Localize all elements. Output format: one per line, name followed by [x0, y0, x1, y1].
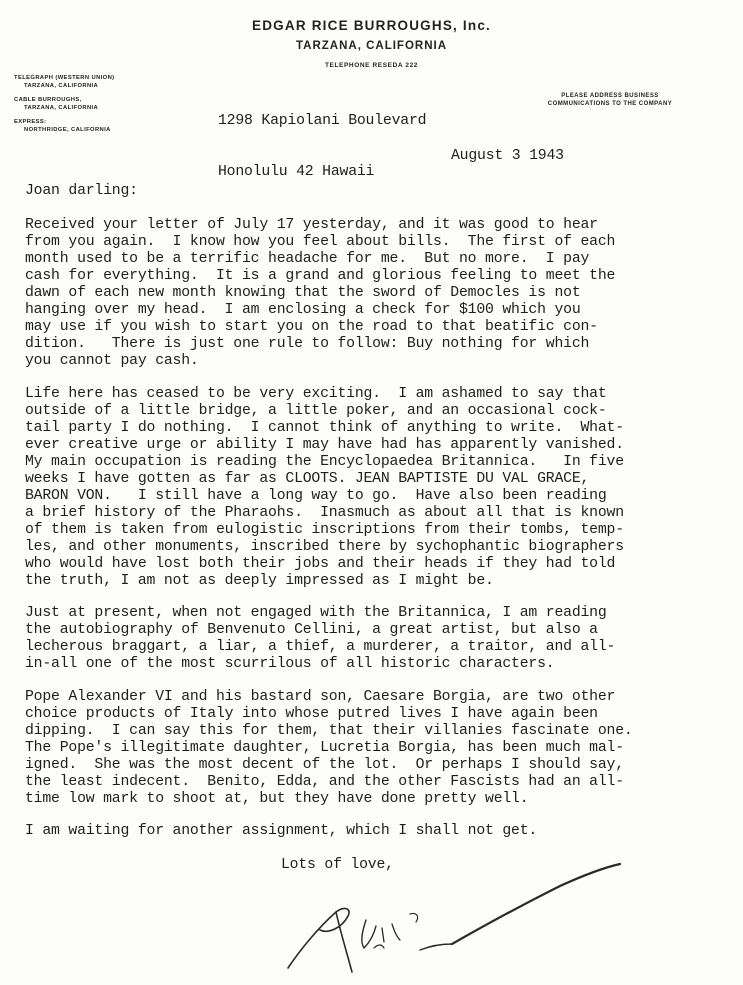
text-line: you cannot pay cash. — [25, 353, 199, 369]
closing: Lots of love, — [281, 857, 394, 873]
text-line: may use if you wish to start you on the road to that beatific con- — [25, 319, 598, 335]
telegraph-value: TARZANA, CALIFORNIA — [24, 83, 99, 89]
text-line: of them is taken from eulogistic inscriptions from their tombs, temp- — [25, 522, 624, 538]
text-line: lecherous braggart, a liar, a thief, a murderer, a traitor, and all- — [25, 639, 616, 655]
telegraph-label: TELEGRAPH (WESTERN UNION) — [14, 75, 115, 81]
text-line: les, and other monuments, inscribed there by sychophantic biographers — [25, 539, 624, 555]
text-line: weeks I have gotten as far as CLOOTS. JEAN BAPTISTE DU VAL GRACE, — [25, 471, 590, 487]
text-line: tail party I do nothing. I cannot think of anything to write. What- — [25, 420, 624, 436]
text-line: My main occupation is reading the Encyclopaedea Britannica. In five — [25, 454, 624, 470]
text-line: The Pope's illegitimate daughter, Lucretia Borgia, has been much mal- — [25, 740, 624, 756]
text-line: a brief history of the Pharaohs. Inasmuch as about all that is known — [25, 505, 624, 521]
text-line: the least indecent. Benito, Edda, and the other Fascists had an all- — [25, 774, 624, 790]
text-line: dipping. I can say this for them, that their villanies fascinate one. — [25, 723, 633, 739]
paragraph-5 — [25, 823, 537, 840]
salutation: Joan darling: — [25, 183, 138, 199]
text-line: Life here has ceased to be very exciting. I am ashamed to say that — [25, 386, 607, 402]
address-line-1: 1298 Kapiolani Boulevard — [218, 113, 427, 129]
notice-line-2: COMMUNICATIONS TO THE COMPANY — [547, 101, 673, 107]
text-line: choice products of Italy into whose putred lives I have again been — [25, 706, 598, 722]
text-line: I am waiting for another assignment, which I shall not get. — [25, 823, 538, 839]
text-line: Received your letter of July 17 yesterday, and it was good to hear — [25, 217, 598, 233]
paragraph-4 — [25, 689, 633, 808]
return-address — [218, 79, 426, 215]
letterhead-notice — [500, 92, 720, 108]
text-line: hanging over my head. I am enclosing a check for $100 which you — [25, 302, 581, 318]
text-line: time low mark to shoot at, but they have done pretty well. — [25, 791, 529, 807]
text-line: igned. She was the most decent of the lot. Or perhaps I should say, — [25, 757, 624, 773]
text-line: the autobiography of Benvenuto Cellini, a great artist, but also a — [25, 622, 598, 638]
letter-date: August 3 1943 — [451, 148, 564, 164]
text-line: outside of a little bridge, a little poker, and an occasional cock- — [25, 403, 607, 419]
address-line-2: Honolulu 42 Hawaii — [218, 164, 375, 180]
text-line: BARON VON. I still have a long way to go. Have also been reading — [25, 488, 607, 504]
handwritten-signature — [270, 850, 630, 980]
text-line: from you again. I know how you feel about bills. The first of each — [25, 234, 616, 250]
cable-label: CABLE BURROUGHS, — [14, 97, 82, 103]
letterhead-phone: TELEPHONE RESEDA 222 — [324, 62, 419, 69]
text-line: dawn of each new month knowing that the sword of Democles is not — [25, 285, 581, 301]
text-line: Just at present, when not engaged with the Britannica, I am reading — [25, 605, 607, 621]
cable-value: TARZANA, CALIFORNIA — [24, 105, 99, 111]
text-line: ever creative urge or ability I may have had has apparently vanished. — [25, 437, 624, 453]
letterhead-contact-block — [14, 74, 164, 140]
text-line: Pope Alexander VI and his bastard son, Caesare Borgia, are two other — [25, 689, 616, 705]
paragraph-3 — [25, 605, 615, 673]
text-line: cash for everything. It is a grand and glorious feeling to meet the — [25, 268, 616, 284]
paragraph-1 — [25, 217, 615, 370]
text-line: month used to be a terrific headache for me. But no more. I pay — [25, 251, 590, 267]
letterhead-company: EDGAR RICE BURROUGHS, Inc. — [252, 18, 491, 33]
paragraph-2 — [25, 386, 624, 590]
text-line: in-all one of the most scurrilous of all historic characters. — [25, 656, 555, 672]
notice-line-1: PLEASE ADDRESS BUSINESS — [561, 93, 659, 99]
express-value: NORTHRIDGE, CALIFORNIA — [24, 127, 111, 133]
letterhead-city: TARZANA, CALIFORNIA — [295, 40, 448, 52]
text-line: who would have lost both their jobs and their heads if they had told — [25, 556, 616, 572]
text-line: the truth, I am not as deeply impressed as I might be. — [25, 573, 494, 589]
express-label: EXPRESS: — [14, 119, 47, 125]
text-line: dition. There is just one rule to follow: Buy nothing for which — [25, 336, 590, 352]
